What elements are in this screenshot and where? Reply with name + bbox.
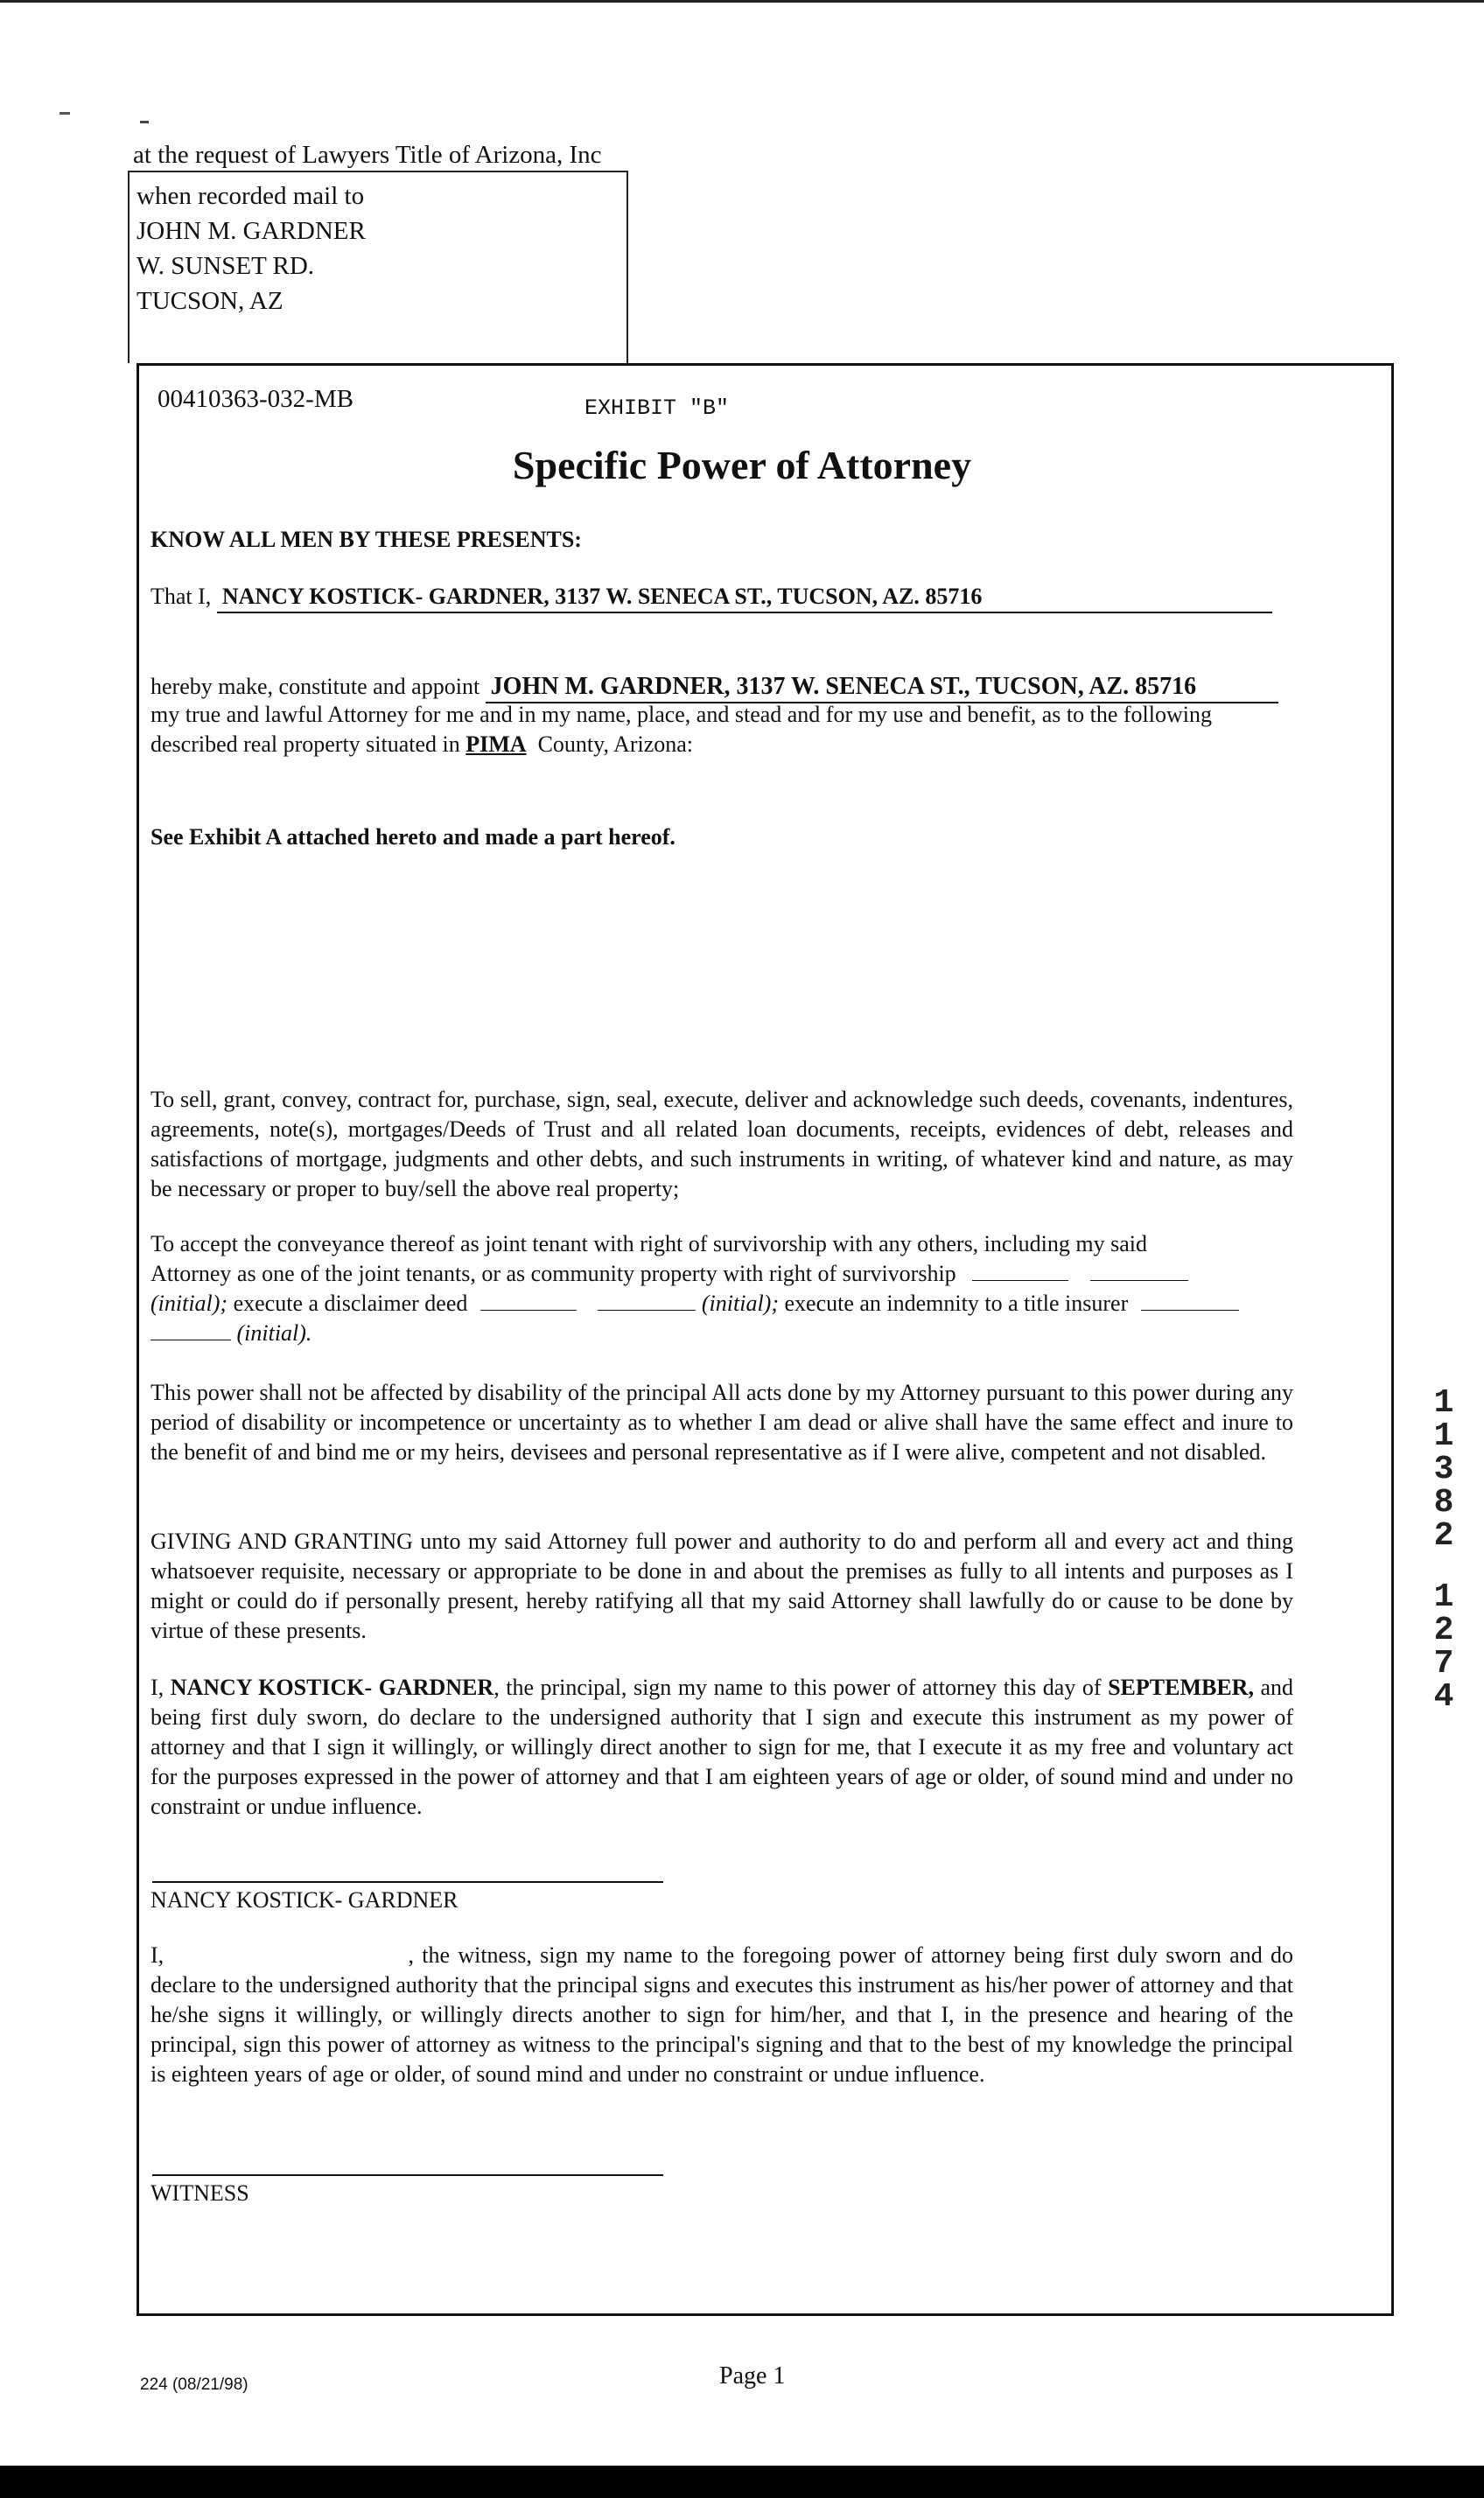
signing-month: SEPTEMBER, xyxy=(1108,1675,1254,1700)
know-all-men-heading: KNOW ALL MEN BY THESE PRESENTS: xyxy=(150,527,582,552)
appoint-text-line: my true and lawful Attorney for me and in my name, place, and stead and for my use and benefit, as to the following xyxy=(150,702,1212,727)
scan-speck xyxy=(140,121,149,123)
appoint-text: County, Arizona: xyxy=(537,731,693,757)
page-number: Page 1 xyxy=(719,2362,786,2390)
file-number: 00410363-032-MB xyxy=(158,385,354,413)
mail-to-line: TUCSON, AZ xyxy=(136,287,284,315)
document-title: Specific Power of Attorney xyxy=(512,443,972,487)
initial-blank xyxy=(480,1291,577,1311)
declaration-text: , the principal, sign my name to this power of attorney this day of xyxy=(494,1675,1102,1700)
appointment-paragraph xyxy=(150,672,1293,759)
initial-label: (initial); xyxy=(150,1291,228,1316)
form-number: 224 (08/21/98) xyxy=(140,2376,248,2394)
mail-to-line: JOHN M. GARDNER xyxy=(136,217,366,245)
initial-blank xyxy=(598,1291,696,1311)
recording-stamp-number xyxy=(1426,1384,1461,1716)
initial-blank xyxy=(972,1261,1068,1281)
witness-i: I, xyxy=(150,1942,164,1968)
exhibit-a-reference: See Exhibit A attached hereto and made a part hereof. xyxy=(150,824,676,850)
principal-name: NANCY KOSTICK- GARDNER xyxy=(170,1675,494,1700)
initial-label: (initial). xyxy=(236,1320,312,1346)
stamp-digit: 1 xyxy=(1433,1578,1454,1616)
principal-signature-line xyxy=(152,1881,663,1883)
stamp-digit: 2 xyxy=(1433,1612,1454,1649)
scan-top-edge xyxy=(0,0,1484,3)
survivorship-line: Attorney as one of the joint tenants, or as community property with right of survivorship xyxy=(150,1261,956,1286)
scan-bottom-band xyxy=(0,2466,1484,2498)
initial-blank xyxy=(150,1320,231,1340)
indemnity-text: execute an indemnity to a title insurer xyxy=(784,1291,1129,1316)
stamp-digit: 8 xyxy=(1433,1484,1454,1522)
granting-paragraph: GIVING AND GRANTING unto my said Attorney full power and authority to do and perform all and every act and thing whatsoever requisite, necessary or appropriate to be done in and about the premises as fully to all intents and purposes as I might or could do if personally present, hereby ratifying all that my said Attorney shall lawfully do or cause to be done by virtue of these presents. xyxy=(150,1529,1293,1643)
appoint-prefix: hereby make, constitute and appoint xyxy=(150,674,480,699)
mail-to-address xyxy=(136,178,366,318)
stamp-digit: 1 xyxy=(1433,1417,1454,1455)
powers-paragraph: To sell, grant, convey, contract for, purchase, sign, seal, execute, deliver and acknowledge such deeds, covenants, indentures, agreements, note(s), mortgages/Deeds of Trust and all related loan documents, receipts, evidences of debt, releases and satisfactions of mortgage, judgments and other debts, and such instruments in writing, of whatever kind and nature, as may be necessary or proper to buy/sell the above real property; xyxy=(150,1087,1293,1201)
mail-to-line: when recorded mail to xyxy=(136,182,365,210)
stamp-gap xyxy=(1426,1553,1461,1581)
initial-blank xyxy=(1090,1261,1188,1281)
stamp-digit: 2 xyxy=(1433,1517,1454,1555)
stamp-digit: 7 xyxy=(1433,1645,1454,1683)
principal-declaration xyxy=(150,1673,1293,1822)
principal-statement xyxy=(150,582,1293,613)
attorney-name-address: JOHN M. GARDNER, 3137 W. SENECA ST., TUCSON, AZ. 85716 xyxy=(486,672,1278,703)
recorded-at-request: at the request of Lawyers Title of Arizona, Inc xyxy=(133,141,602,169)
initial-label: (initial); xyxy=(701,1291,779,1316)
survivorship-paragraph xyxy=(150,1229,1293,1348)
declaration-text: and being first duly sworn, do declare to the undersigned authority that I sign and execute this instrument as my power of attorney and that I sign it willingly, or willingly direct another to sign for me, that I execute it as my free and voluntary act for the purposes expressed in the power of attorney and that I am eighteen years of age or older, of sound mind and under no constraint or undue influence. xyxy=(150,1675,1294,1819)
survivorship-line: To accept the conveyance thereof as joint tenant with right of survivorship with any others, including my said xyxy=(150,1231,1147,1256)
principal-signature-label: NANCY KOSTICK- GARDNER xyxy=(150,1887,458,1913)
disability-paragraph: This power shall not be affected by disability of the principal All acts done by my Attorney pursuant to this power during any period of disability or incompetence or uncertainty as to whether I am dead or alive shall have the same effect and inure to the benefit of and bind me or my heirs, devisees and personal representative as if I were alive, competent and not disabled. xyxy=(150,1380,1293,1465)
witness-signature-label: WITNESS xyxy=(150,2180,249,2206)
that-i-prefix: That I, xyxy=(150,584,212,609)
stamp-digit: 1 xyxy=(1433,1384,1454,1422)
witness-declaration xyxy=(150,1941,1293,2089)
declaration-i: I, xyxy=(150,1675,164,1700)
scan-speck xyxy=(60,112,70,115)
county-name: PIMA xyxy=(466,731,527,757)
exhibit-label: EXHIBIT "B" xyxy=(584,395,730,421)
mail-to-line: W. SUNSET RD. xyxy=(136,252,315,280)
stamp-digit: 4 xyxy=(1433,1678,1454,1716)
initial-blank xyxy=(1141,1291,1239,1311)
principal-name-address: NANCY KOSTICK- GARDNER, 3137 W. SENECA ST., TUCSON, AZ. 85716 xyxy=(217,582,1272,613)
stamp-digit: 3 xyxy=(1433,1451,1454,1488)
witness-signature-line xyxy=(152,2174,663,2176)
witness-text: , the witness, sign my name to the foregoing power of attorney being first duly sworn and do declare to the undersigned authority that the principal signs and executes this instrument as his/her power of attorney and that he/she signs it willingly, or willingly directs another to sign for him/her, and that I, in the presence and hearing of the principal, sign this power of attorney as witness to the principal's signing and that to the best of my knowledge the principal is eighteen years of age or older, of sound mind and under no constraint or undue influence. xyxy=(150,1942,1293,2087)
appoint-text: described real property situated in xyxy=(150,731,460,757)
disclaimer-text: execute a disclaimer deed xyxy=(233,1291,468,1316)
